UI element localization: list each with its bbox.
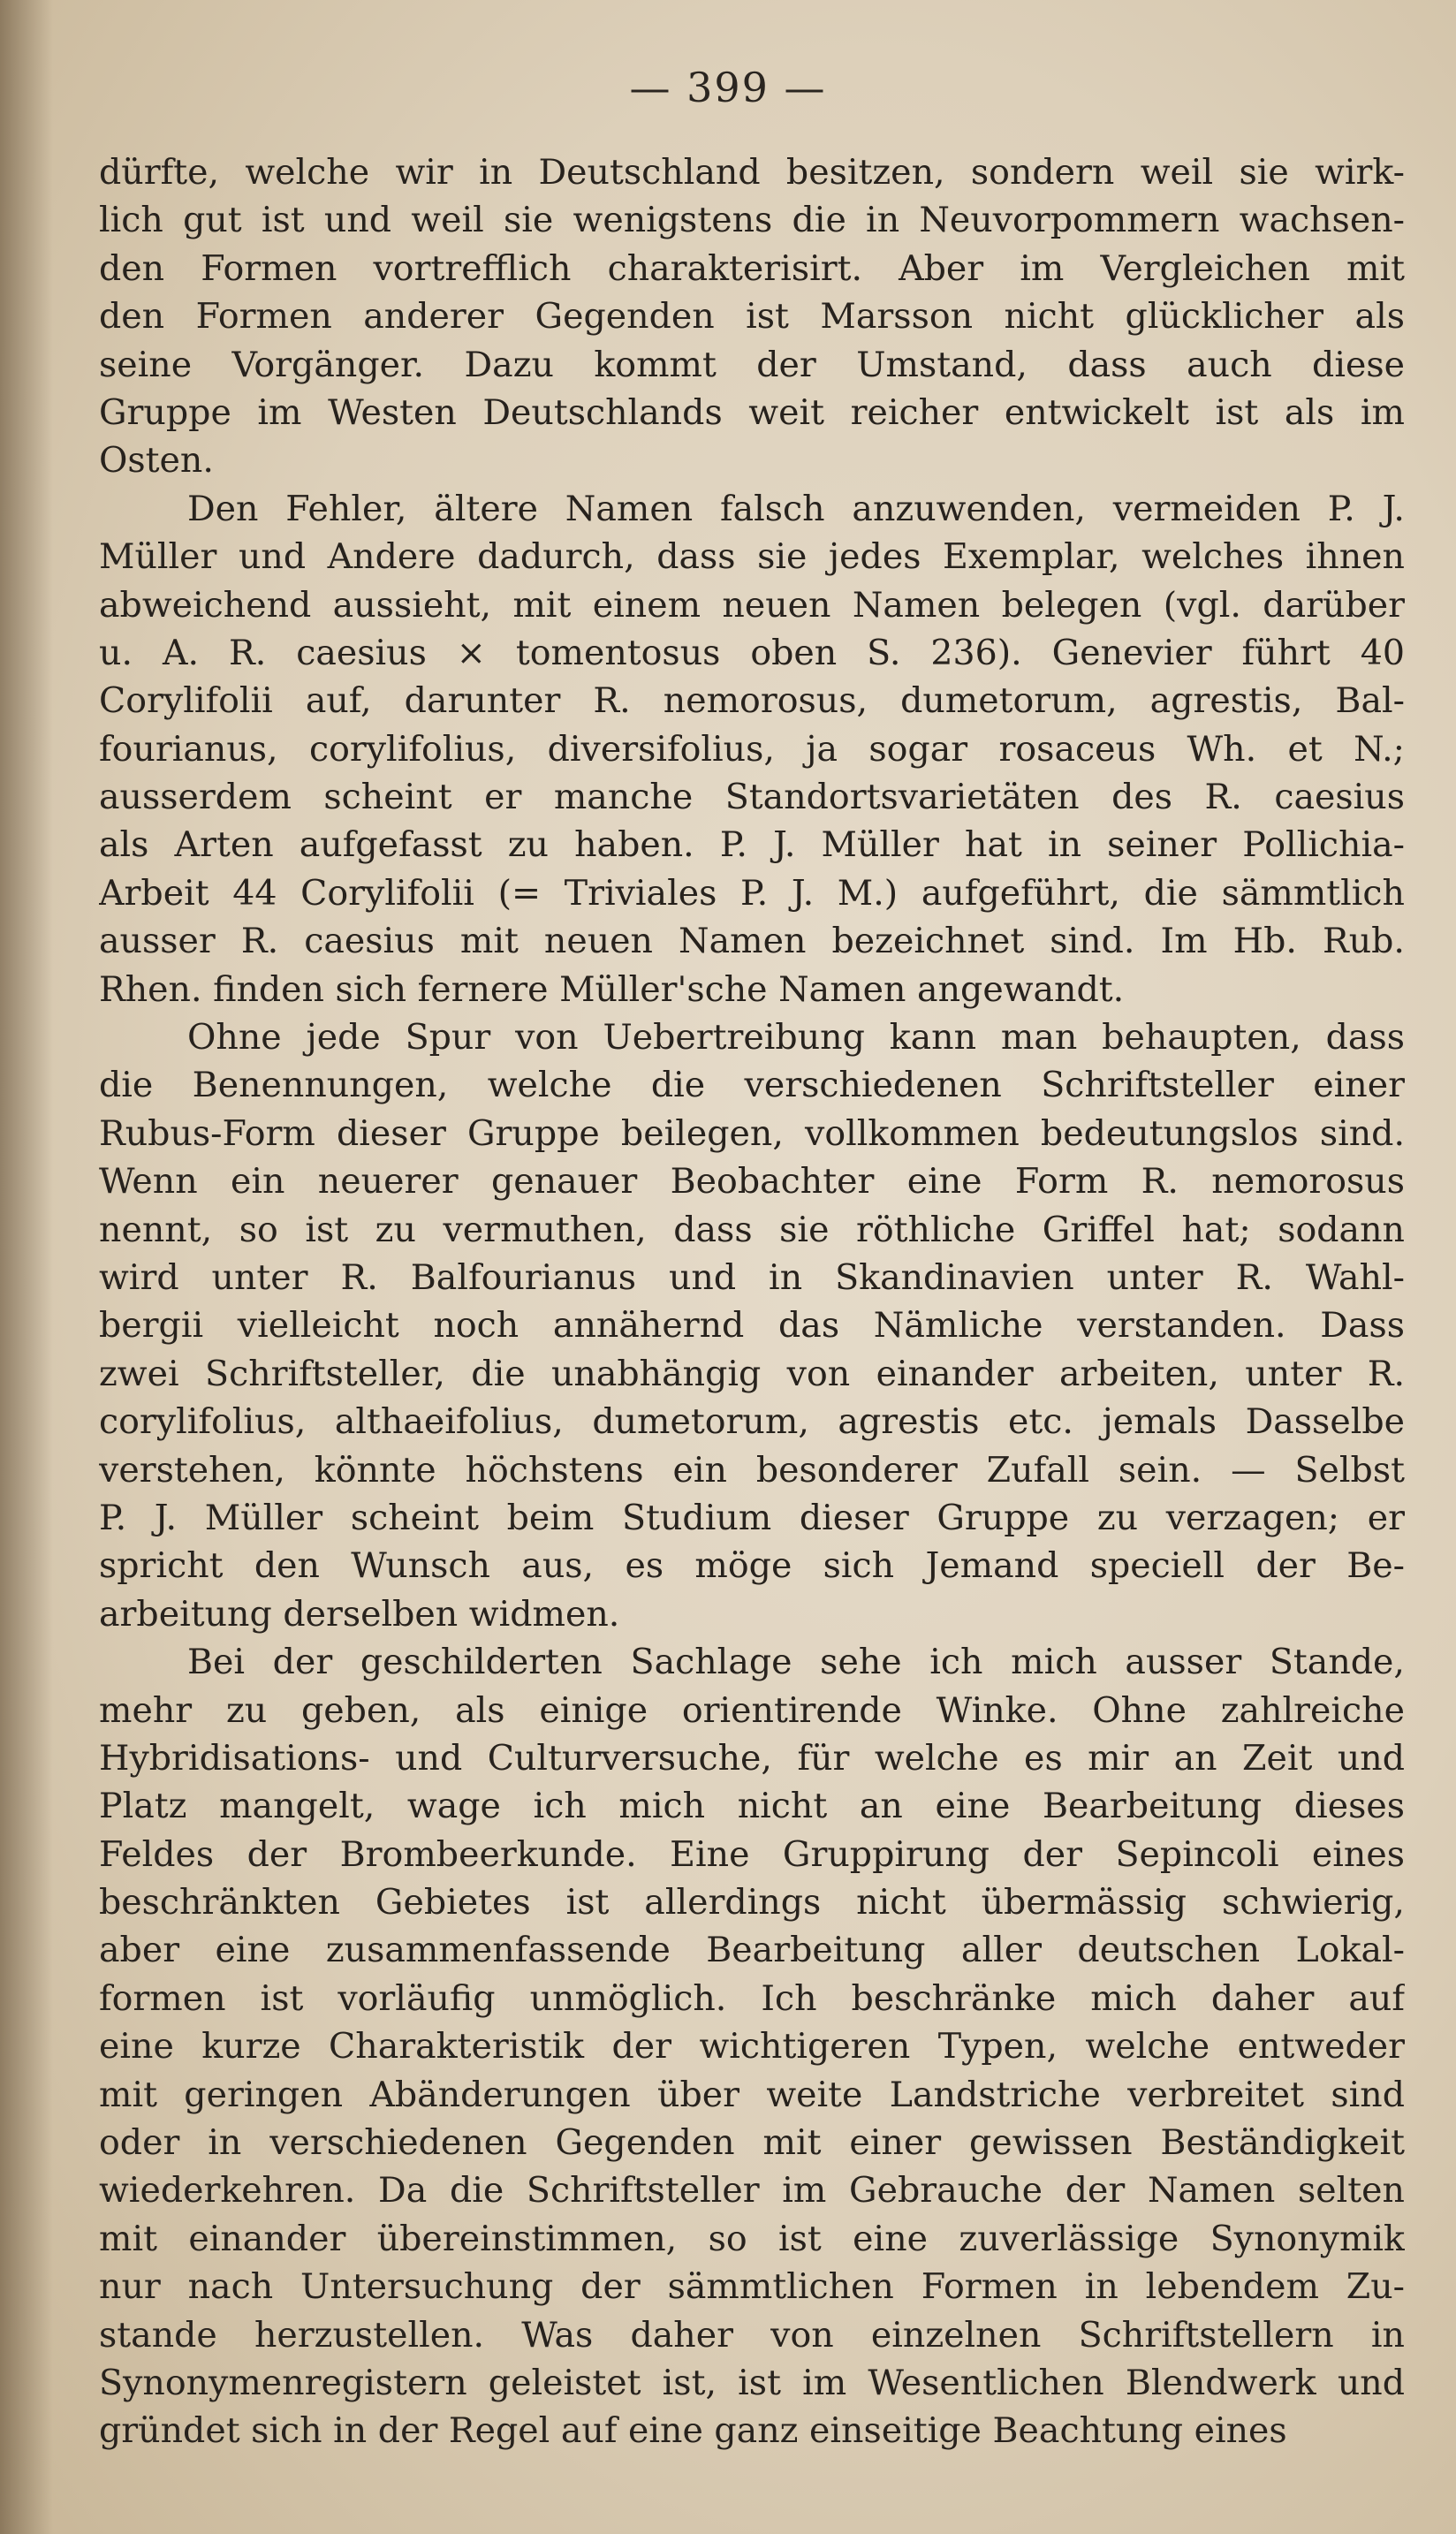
text-line: Bei der geschilderten Sachlage sehe ich mich ausser Stande, bbox=[187, 1642, 1405, 1683]
text-line: als Arten aufgefasst zu haben. P. J. Müller hat in seiner Pollichia- bbox=[99, 824, 1405, 866]
text-line: dürfte, welche wir in Deutschland besitzen, sondern weil sie wirk- bbox=[99, 152, 1405, 193]
text-line: fourianus, corylifolius, diversifolius, ja sogar rosaceus Wh. et N.; bbox=[99, 728, 1405, 770]
text-line: Den Fehler, ältere Namen falsch anzuwenden, vermeiden P. J. bbox=[187, 488, 1405, 529]
text-line: die Benennungen, welche die verschiedenen Schriftsteller einer bbox=[99, 1065, 1405, 1106]
text-line: aber eine zusammenfassende Bearbeitung aller deutschen Lokal- bbox=[99, 1930, 1405, 1971]
text-line: ausserdem scheint er manche Standortsvarietäten des R. caesius bbox=[99, 777, 1405, 818]
paragraph-p1 bbox=[99, 148, 1405, 485]
text-line: P. J. Müller scheint beim Studium dieser Gruppe zu verzagen; er bbox=[99, 1497, 1405, 1538]
text-line: verstehen, könnte höchstens ein besonderer Zufall sein. — Selbst bbox=[99, 1449, 1405, 1491]
text-line: beschränkten Gebietes ist allerdings nicht übermässig schwierig, bbox=[99, 1882, 1405, 1923]
page-gutter-shadow bbox=[0, 0, 53, 2534]
text-line: den Formen vortrefflich charakterisirt. Aber im Vergleichen mit bbox=[99, 247, 1405, 289]
text-line: Feldes der Brombeerkunde. Eine Gruppirung der Sepincoli eines bbox=[99, 1833, 1405, 1875]
text-line: Müller und Andere dadurch, dass sie jedes Exemplar, welches ihnen bbox=[99, 536, 1405, 578]
text-line: arbeitung derselben widmen. bbox=[99, 1593, 620, 1635]
text-line: zwei Schriftsteller, die unabhängig von einander arbeiten, unter R. bbox=[99, 1353, 1405, 1394]
paragraph-p3 bbox=[99, 1013, 1405, 1638]
paragraph-p4 bbox=[99, 1638, 1405, 2455]
text-line: mehr zu geben, als einige orientirende Winke. Ohne zahlreiche bbox=[99, 1689, 1405, 1731]
text-line: wiederkehren. Da die Schriftsteller im Gebrauche der Namen selten bbox=[99, 2170, 1405, 2212]
text-line: formen ist vorläufig unmöglich. Ich beschränke mich daher auf bbox=[99, 1977, 1405, 2019]
text-line: Hybridisations- und Culturversuche, für welche es mir an Zeit und bbox=[99, 1737, 1405, 1779]
text-line: bergii vielleicht noch annähernd das Nämliche verstanden. Dass bbox=[99, 1305, 1405, 1347]
text-line: abweichend aussieht, mit einem neuen Namen belegen (vgl. darüber bbox=[99, 584, 1405, 626]
text-line: Corylifolii auf, darunter R. nemorosus, dumetorum, agrestis, Bal- bbox=[99, 680, 1405, 722]
text-line: Rubus-Form dieser Gruppe beilegen, vollkommen bedeutungslos sind. bbox=[99, 1112, 1405, 1154]
text-line: Wenn ein neuerer genauer Beobachter eine Form R. nemorosus bbox=[99, 1161, 1405, 1203]
text-line: gründet sich in der Regel auf eine ganz einseitige Beachtung eines bbox=[99, 2410, 1287, 2452]
text-line: lich gut ist und weil sie wenigstens die in Neuvorpommern wachsen- bbox=[99, 200, 1405, 241]
text-line: nennt, so ist zu vermuthen, dass sie röthliche Griffel hat; sodann bbox=[99, 1209, 1405, 1250]
text-line: nur nach Untersuchung der sämmtlichen Formen in lebendem Zu- bbox=[99, 2266, 1405, 2308]
text-line: spricht den Wunsch aus, es möge sich Jemand speciell der Be- bbox=[99, 1545, 1405, 1587]
text-line: oder in verschiedenen Gegenden mit einer gewissen Beständigkeit bbox=[99, 2122, 1405, 2164]
text-line: Synonymenregistern geleistet ist, ist im Wesentlichen Blendwerk und bbox=[99, 2362, 1405, 2403]
paragraph-p2 bbox=[99, 485, 1405, 1013]
text-line: wird unter R. Balfourianus und in Skandinavien unter R. Wahl- bbox=[99, 1256, 1405, 1298]
text-line: stande herzustellen. Was daher von einzelnen Schriftstellern in bbox=[99, 2314, 1405, 2356]
text-line: Rhen. finden sich fernere Müller'sche Namen angewandt. bbox=[99, 968, 1125, 1010]
text-line: mit geringen Abänderungen über weite Landstriche verbreitet sind bbox=[99, 2074, 1405, 2115]
text-line: ausser R. caesius mit neuen Namen bezeichnet sind. Im Hb. Rub. bbox=[99, 921, 1405, 962]
text-line: seine Vorgänger. Dazu kommt der Umstand, dass auch diese bbox=[99, 344, 1405, 385]
text-line: den Formen anderer Gegenden ist Marsson nicht glücklicher als bbox=[99, 296, 1405, 338]
text-line: Ohne jede Spur von Uebertreibung kann man behaupten, dass bbox=[187, 1017, 1405, 1058]
text-line: Platz mangelt, wage ich mich nicht an eine Bearbeitung dieses bbox=[99, 1786, 1405, 1827]
text-line: Arbeit 44 Corylifolii (= Triviales P. J. M.) aufgeführt, die sämmtlich bbox=[99, 872, 1405, 914]
body-text bbox=[99, 148, 1405, 2455]
text-line: Osten. bbox=[99, 440, 214, 482]
page-number: — 399 — bbox=[629, 64, 827, 111]
text-line: corylifolius, althaeifolius, dumetorum, agrestis etc. jemals Dasselbe bbox=[99, 1401, 1405, 1443]
text-line: mit einander übereinstimmen, so ist eine zuverlässige Synonymik bbox=[99, 2218, 1405, 2259]
text-line: Gruppe im Westen Deutschlands weit reicher entwickelt ist als im bbox=[99, 391, 1405, 433]
text-line: u. A. R. caesius × tomentosus oben S. 236). Genevier führt 40 bbox=[99, 632, 1405, 673]
text-line: eine kurze Charakteristik der wichtigeren Typen, welche entweder bbox=[99, 2026, 1405, 2067]
